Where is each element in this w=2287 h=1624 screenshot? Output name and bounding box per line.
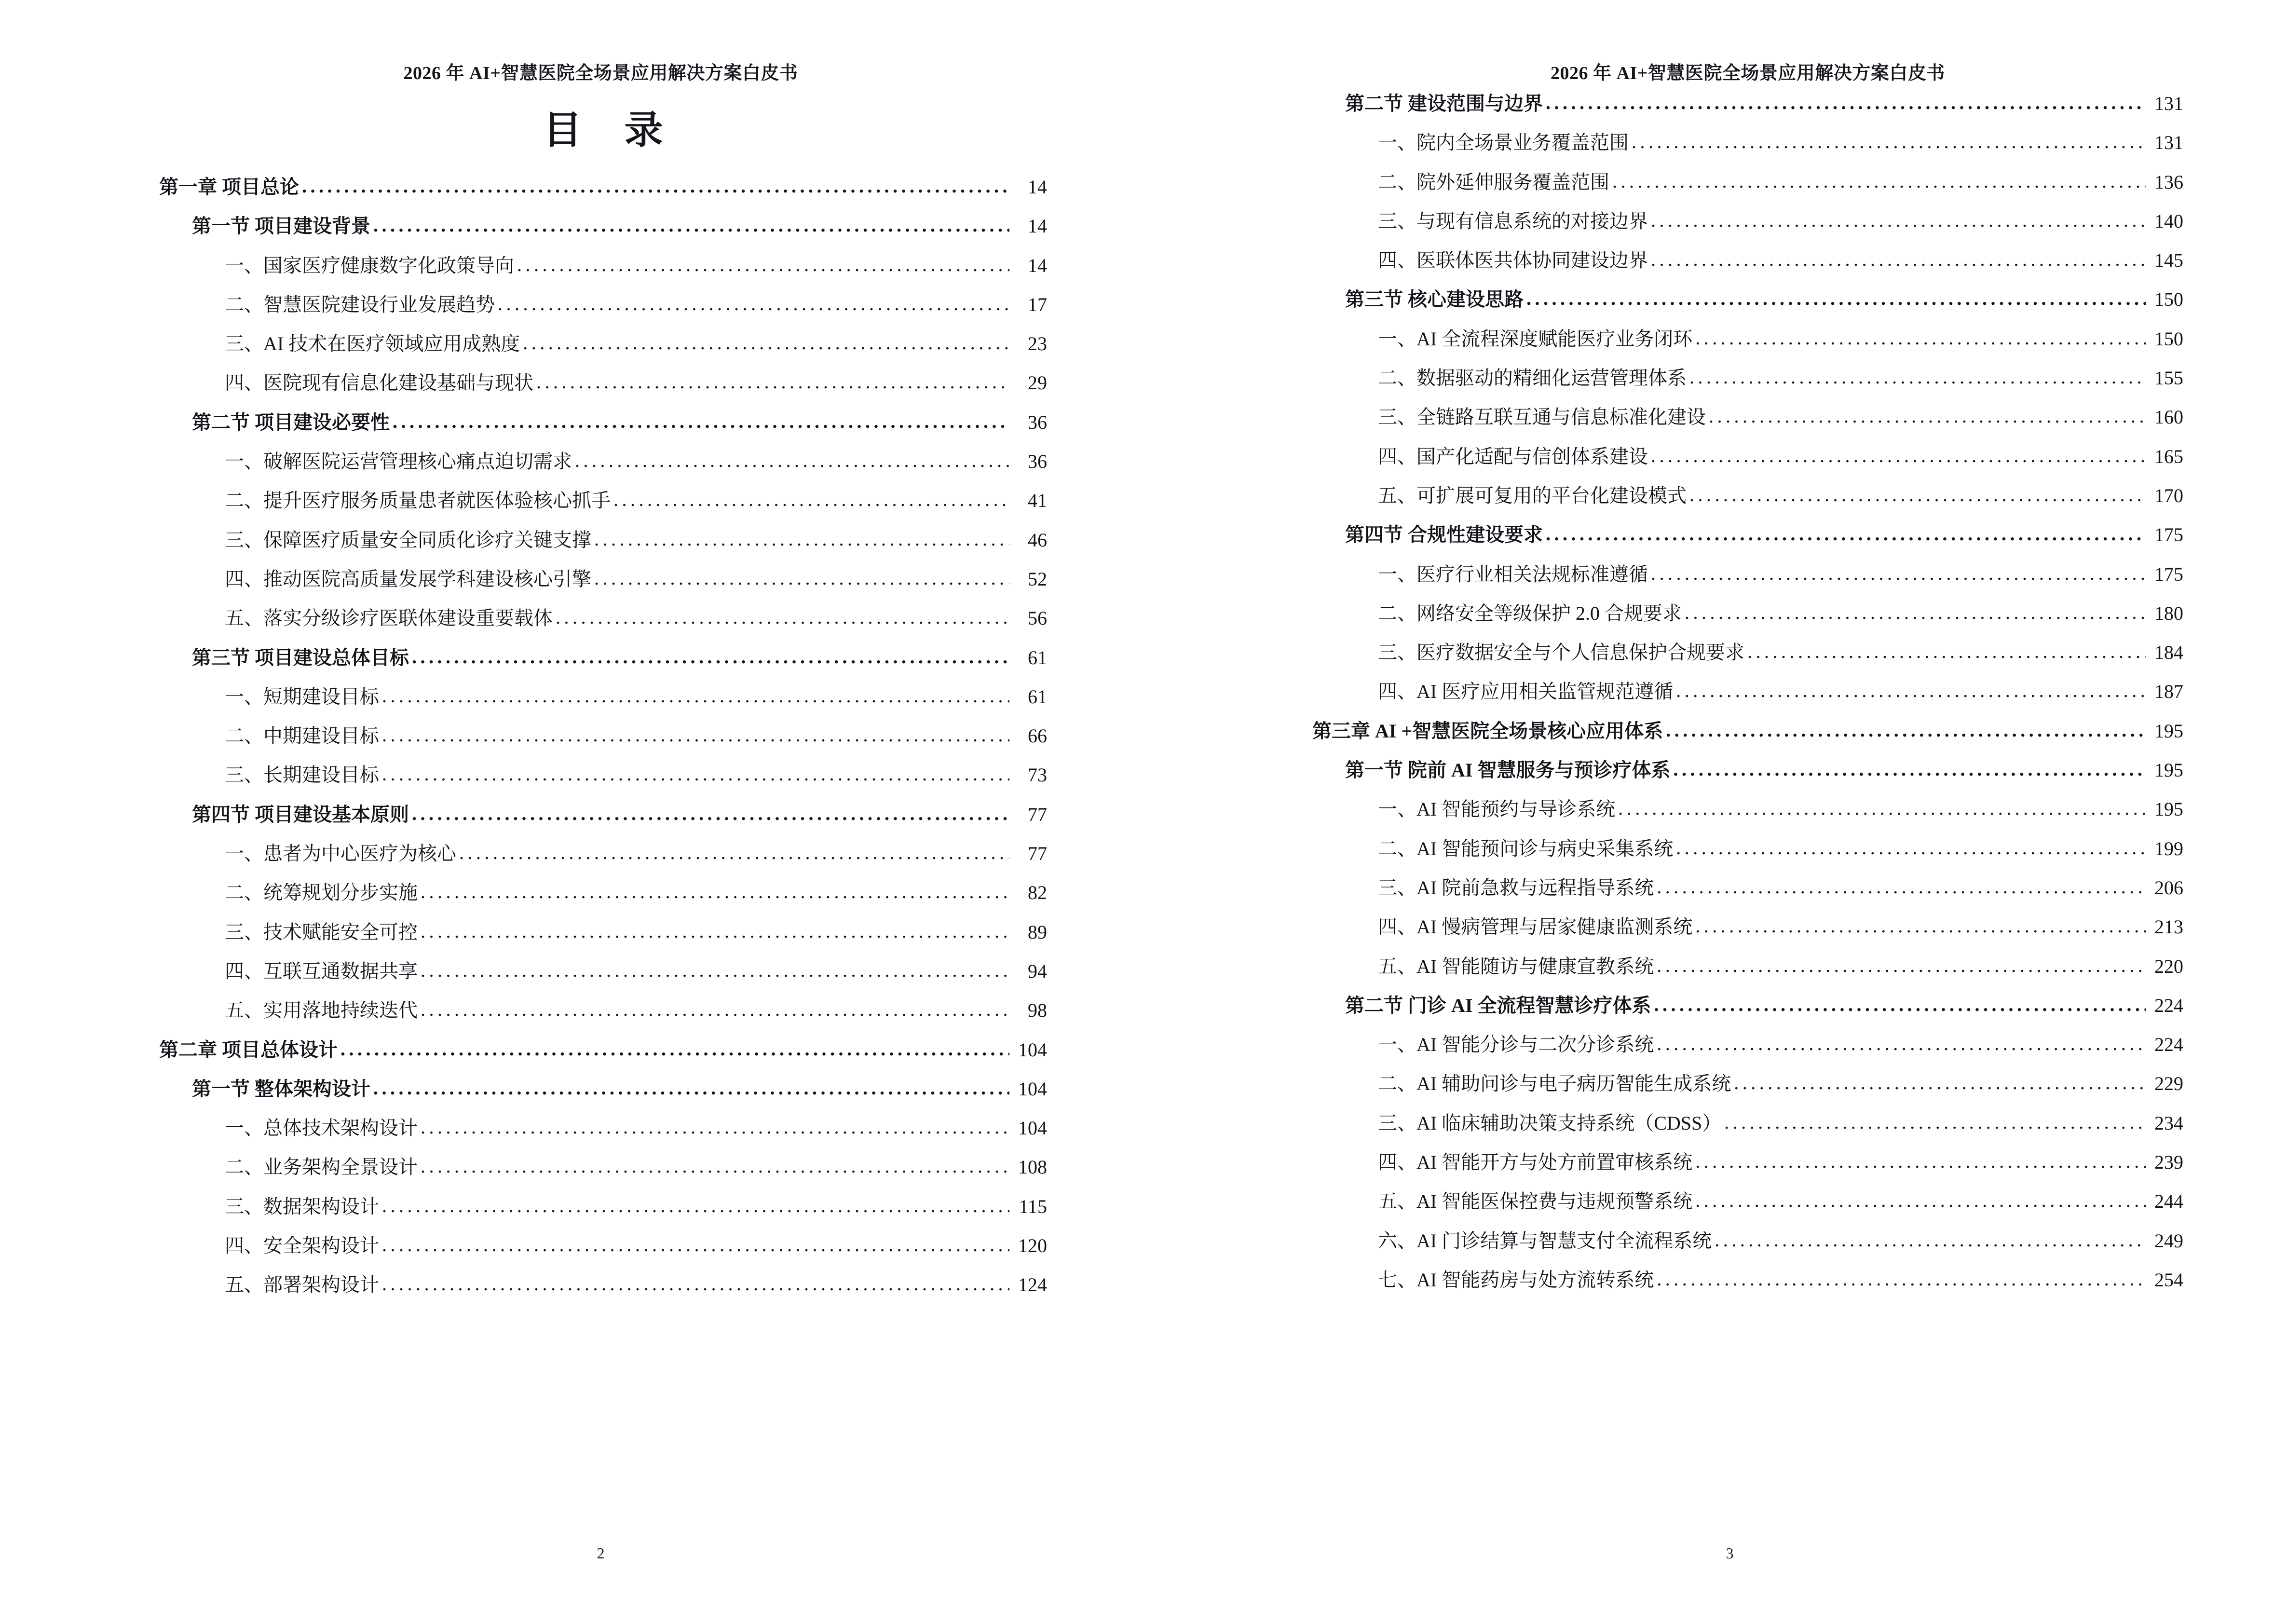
toc-entry[interactable] <box>1312 1034 2183 1056</box>
toc-dot-leader <box>1651 250 2146 268</box>
toc-entry-page-number: 206 <box>2154 876 2183 899</box>
toc-dot-leader <box>373 1079 1009 1096</box>
toc-dot-leader <box>421 883 1009 900</box>
toc-entry-page-number: 136 <box>2154 171 2183 193</box>
toc-dot-leader <box>1546 94 2146 111</box>
toc-entry-label: 三、全链路互联互通与信息标准化建设 <box>1378 406 1706 428</box>
toc-entry-page-number: 104 <box>1018 1078 1047 1100</box>
toc-entry-page-number: 115 <box>1019 1195 1047 1217</box>
toc-entry-page-number: 239 <box>2154 1151 2183 1174</box>
toc-entry-page-number: 175 <box>2154 524 2183 546</box>
toc-entry[interactable] <box>159 177 1047 198</box>
toc-dot-leader <box>373 216 1009 233</box>
toc-entry-label: 五、AI 智能医保控费与违规预警系统 <box>1378 1190 1693 1213</box>
toc-entry[interactable] <box>1312 407 2183 428</box>
toc-entry-page-number: 175 <box>2154 563 2183 585</box>
toc-dot-leader <box>1651 211 2146 229</box>
toc-entry-label: 四、AI 慢病管理与居家健康监测系统 <box>1378 916 1693 938</box>
toc-entry[interactable] <box>159 1196 1047 1218</box>
toc-entry-label: 第四节 合规性建设要求 <box>1345 524 1543 546</box>
toc-entry-label: 第一节 项目建设背景 <box>192 215 370 237</box>
toc-entry-page-number: 82 <box>1028 882 1047 904</box>
toc-dot-leader <box>523 334 1009 351</box>
toc-entry-label: 第一节 整体架构设计 <box>192 1078 370 1100</box>
toc-entry-label: 第二节 建设范围与边界 <box>1345 93 1543 114</box>
toc-entry[interactable] <box>159 922 1047 943</box>
toc-entry-page-number: 170 <box>2154 484 2183 506</box>
toc-list-left <box>159 177 1047 1296</box>
toc-entry-label: 二、业务架构全景设计 <box>225 1156 418 1178</box>
toc-entry-page-number: 14 <box>1028 254 1047 276</box>
toc-dot-leader <box>393 412 1009 430</box>
page-title: 目 录 <box>543 109 680 152</box>
toc-dot-leader <box>1695 1152 2146 1170</box>
toc-entry[interactable] <box>159 882 1047 904</box>
toc-entry[interactable] <box>159 843 1047 865</box>
toc-dot-leader <box>1657 956 2146 973</box>
toc-entry[interactable] <box>1312 877 2183 899</box>
toc-entry-label: 二、中期建设目标 <box>225 725 379 747</box>
toc-entry-label: 五、部署架构设计 <box>225 1274 379 1296</box>
toc-entry-label: 二、数据驱动的精细化运营管理体系 <box>1378 367 1687 389</box>
toc-entry-label: 三、技术赋能安全可控 <box>225 921 418 943</box>
page-number-right: 3 <box>1726 1544 1734 1562</box>
toc-entry-label: 一、国家医疗健康数字化政策导向 <box>225 254 514 276</box>
toc-entry-label: 四、医联体医共体协同建设边界 <box>1378 249 1648 272</box>
toc-entry-page-number: 120 <box>1018 1235 1047 1257</box>
toc-entry-label: 四、医院现有信息化建设基础与现状 <box>225 372 533 394</box>
toc-entry-label: 四、AI 智能开方与处方前置审核系统 <box>1378 1151 1693 1174</box>
toc-entry[interactable] <box>1312 524 2183 546</box>
toc-entry[interactable] <box>1312 93 2183 115</box>
toc-dot-leader <box>412 647 1009 665</box>
toc-entry[interactable] <box>159 804 1047 826</box>
toc-entry[interactable] <box>159 451 1047 473</box>
toc-entry-label: 五、AI 智能随访与健康宣教系统 <box>1378 955 1654 977</box>
toc-entry-label: 第二章 项目总体设计 <box>159 1038 338 1061</box>
toc-entry[interactable] <box>1312 603 2183 625</box>
toc-dot-leader <box>1666 721 2146 738</box>
toc-entry-label: 一、医疗行业相关法规标准遵循 <box>1378 563 1648 585</box>
toc-entry[interactable] <box>159 1157 1047 1178</box>
toc-entry-page-number: 108 <box>1018 1156 1047 1178</box>
toc-dot-leader <box>1651 446 2146 464</box>
toc-entry-label: 二、AI 辅助问诊与电子病历智能生成系统 <box>1378 1073 1731 1095</box>
toc-entry[interactable] <box>159 255 1047 277</box>
toc-entry-label: 第二节 门诊 AI 全流程智慧诊疗体系 <box>1345 994 1651 1016</box>
toc-entry-page-number: 195 <box>2154 759 2183 781</box>
toc-dot-leader <box>1734 1074 2146 1091</box>
toc-entry-page-number: 195 <box>2154 720 2183 742</box>
toc-dot-leader <box>382 765 1009 782</box>
toc-entry-page-number: 165 <box>2154 445 2183 467</box>
toc-entry-label: 第三节 项目建设总体目标 <box>192 646 409 669</box>
toc-entry[interactable] <box>159 686 1047 708</box>
toc-entry-label: 一、短期建设目标 <box>225 685 379 708</box>
toc-entry[interactable] <box>1312 289 2183 311</box>
toc-dot-leader <box>1654 996 2146 1013</box>
toc-entry-label: 四、互联互通数据共享 <box>225 960 418 982</box>
toc-dot-leader <box>594 569 1009 587</box>
toc-entry-page-number: 46 <box>1028 529 1047 551</box>
toc-entry[interactable] <box>159 608 1047 629</box>
toc-entry-label: 三、数据架构设计 <box>225 1195 379 1217</box>
toc-entry-label: 四、推动医院高质量发展学科建设核心引擎 <box>225 568 591 590</box>
toc-entry-label: 二、网络安全等级保护 2.0 合规要求 <box>1378 602 1682 624</box>
toc-entry-label: 四、国产化适配与信创体系建设 <box>1378 445 1648 467</box>
toc-entry[interactable] <box>159 294 1047 316</box>
toc-entry-label: 五、可扩展可复用的平台化建设模式 <box>1378 484 1687 506</box>
toc-dot-leader <box>1695 329 2146 346</box>
toc-entry-label: 第三节 核心建设思路 <box>1345 288 1524 311</box>
toc-entry[interactable] <box>1312 1113 2183 1134</box>
toc-entry[interactable] <box>159 530 1047 551</box>
toc-entry[interactable] <box>1312 799 2183 820</box>
toc-entry-label: 三、AI 临床辅助决策支持系统（CDSS） <box>1378 1112 1722 1134</box>
toc-entry[interactable] <box>1312 1230 2183 1252</box>
toc-entry-page-number: 249 <box>2154 1229 2183 1252</box>
toc-dot-leader <box>1685 603 2146 621</box>
toc-entry-label: 第三章 AI +智慧医院全场景核心应用体系 <box>1312 720 1663 742</box>
toc-dot-leader <box>594 530 1009 547</box>
toc-entry-page-number: 145 <box>2154 249 2183 272</box>
toc-entry-page-number: 155 <box>2154 367 2183 389</box>
toc-dot-leader <box>1715 1230 2146 1248</box>
toc-dot-leader <box>302 177 1009 194</box>
toc-entry[interactable] <box>159 1274 1047 1296</box>
toc-dot-leader <box>340 1039 1009 1057</box>
toc-entry-label: 二、院外延伸服务覆盖范围 <box>1378 171 1609 193</box>
toc-entry-label: 第一节 院前 AI 智慧服务与预诊疗体系 <box>1345 759 1671 781</box>
toc-entry-page-number: 104 <box>1018 1117 1047 1139</box>
toc-entry-label: 一、AI 全流程深度赋能医疗业务闭环 <box>1378 328 1693 350</box>
toc-dot-leader <box>459 844 1009 861</box>
toc-entry-label: 一、院内全场景业务覆盖范围 <box>1378 132 1629 154</box>
toc-entry[interactable] <box>1312 211 2183 232</box>
toc-entry-label: 二、AI 智能预问诊与病史采集系统 <box>1378 837 1674 860</box>
toc-entry-label: 二、智慧医院建设行业发展趋势 <box>225 293 495 315</box>
toc-entry-label: 一、AI 智能分诊与二次分诊系统 <box>1378 1034 1654 1056</box>
toc-list-right <box>1312 93 2183 1291</box>
toc-dot-leader <box>536 373 1009 390</box>
toc-entry[interactable] <box>159 764 1047 786</box>
toc-entry-page-number: 234 <box>2154 1112 2183 1134</box>
toc-entry-label: 七、AI 智能药房与处方流转系统 <box>1378 1269 1654 1291</box>
toc-entry-label: 三、与现有信息系统的对接边界 <box>1378 210 1648 232</box>
toc-entry-label: 一、破解医院运营管理核心痛点迫切需求 <box>225 450 572 473</box>
toc-dot-leader <box>1689 486 2146 503</box>
toc-entry-page-number: 131 <box>2154 93 2183 114</box>
toc-dot-leader <box>421 922 1009 939</box>
toc-entry-page-number: 41 <box>1028 490 1047 512</box>
toc-dot-leader <box>421 1118 1009 1135</box>
toc-entry[interactable] <box>159 647 1047 669</box>
toc-entry-page-number: 131 <box>2154 132 2183 154</box>
toc-entry-label: 四、安全架构设计 <box>225 1235 379 1257</box>
toc-entry-page-number: 140 <box>2154 210 2183 232</box>
toc-entry[interactable] <box>1312 172 2183 193</box>
toc-dot-leader <box>613 491 1009 508</box>
toc-entry[interactable] <box>1312 328 2183 350</box>
toc-entry[interactable] <box>159 1078 1047 1100</box>
toc-entry-label: 三、长期建设目标 <box>225 764 379 786</box>
toc-entry-label: 四、AI 医疗应用相关监管规范遵循 <box>1378 681 1674 703</box>
toc-entry-label: 三、医疗数据安全与个人信息保护合规要求 <box>1378 641 1744 664</box>
toc-entry-label: 第四节 项目建设基本原则 <box>192 803 409 825</box>
toc-entry-page-number: 17 <box>1028 293 1047 315</box>
toc-entry-page-number: 89 <box>1028 921 1047 943</box>
toc-dot-leader <box>1526 289 2146 307</box>
toc-entry-page-number: 184 <box>2154 641 2183 664</box>
toc-entry-page-number: 244 <box>2154 1190 2183 1213</box>
toc-entry[interactable] <box>1312 642 2183 664</box>
toc-entry-label: 六、AI 门诊结算与智慧支付全流程系统 <box>1378 1229 1712 1252</box>
toc-entry-label: 五、实用落地持续迭代 <box>225 999 418 1022</box>
toc-entry[interactable] <box>1312 838 2183 860</box>
toc-entry-page-number: 14 <box>1028 215 1047 237</box>
toc-entry-label: 三、AI 院前急救与远程指导系统 <box>1378 876 1654 899</box>
toc-dot-leader <box>382 1275 1009 1292</box>
toc-entry-page-number: 94 <box>1028 960 1047 982</box>
toc-entry[interactable] <box>1312 132 2183 154</box>
toc-dot-leader <box>575 451 1009 469</box>
toc-entry[interactable] <box>1312 250 2183 272</box>
toc-entry-label: 三、保障医疗质量安全同质化诊疗关键支撑 <box>225 529 591 551</box>
running-head: 2026 年 AI+智慧医院全场景应用解决方案白皮书 <box>1551 63 1945 83</box>
toc-entry-page-number: 150 <box>2154 288 2183 311</box>
toc-entry-label: 一、总体技术架构设计 <box>225 1117 418 1139</box>
toc-entry[interactable] <box>159 372 1047 394</box>
toc-entry-label: 五、落实分级诊疗医联体建设重要载体 <box>225 607 553 629</box>
toc-entry-page-number: 213 <box>2154 916 2183 938</box>
toc-entry-page-number: 220 <box>2154 955 2183 977</box>
toc-entry-page-number: 77 <box>1028 803 1047 825</box>
toc-dot-leader <box>1651 564 2146 581</box>
toc-entry[interactable] <box>159 1118 1047 1139</box>
toc-entry-page-number: 36 <box>1028 450 1047 473</box>
toc-entry-page-number: 104 <box>1018 1038 1047 1061</box>
toc-entry-label: 三、AI 技术在医疗领域应用成熟度 <box>225 333 520 355</box>
toc-dot-leader <box>421 1000 1009 1018</box>
page-number-left: 2 <box>597 1544 605 1562</box>
toc-entry[interactable] <box>1312 368 2183 389</box>
toc-dot-leader <box>1676 682 2146 699</box>
toc-entry-page-number: 195 <box>2154 798 2183 820</box>
toc-entry-page-number: 36 <box>1028 411 1047 433</box>
toc-dot-leader <box>1657 1035 2146 1052</box>
toc-entry[interactable] <box>1312 446 2183 468</box>
toc-dot-leader <box>382 726 1009 743</box>
toc-entry-page-number: 29 <box>1028 372 1047 394</box>
toc-dot-leader <box>1632 133 2146 150</box>
toc-dot-leader <box>1695 1191 2146 1209</box>
toc-entry-page-number: 98 <box>1028 999 1047 1022</box>
toc-entry-page-number: 224 <box>2154 1034 2183 1056</box>
toc-dot-leader <box>421 961 1009 979</box>
page-right <box>1144 0 2287 1624</box>
toc-entry[interactable] <box>1312 564 2183 586</box>
toc-entry-page-number: 180 <box>2154 602 2183 624</box>
toc-dot-leader <box>1695 917 2146 934</box>
toc-dot-leader <box>556 608 1009 626</box>
toc-dot-leader <box>1546 525 2146 542</box>
toc-entry[interactable] <box>159 412 1047 434</box>
toc-dot-leader <box>1673 760 2146 778</box>
toc-entry[interactable] <box>159 1039 1047 1061</box>
running-head: 2026 年 AI+智慧医院全场景应用解决方案白皮书 <box>403 63 798 83</box>
toc-entry[interactable] <box>1312 681 2183 703</box>
toc-entry[interactable] <box>1312 1269 2183 1291</box>
toc-entry[interactable] <box>159 216 1047 237</box>
toc-entry[interactable] <box>1312 485 2183 507</box>
toc-entry-page-number: 224 <box>2154 994 2183 1016</box>
toc-entry-page-number: 150 <box>2154 328 2183 350</box>
toc-dot-leader <box>1618 799 2146 817</box>
toc-dot-leader <box>1676 838 2146 856</box>
toc-entry-page-number: 187 <box>2154 681 2183 703</box>
toc-entry-label: 二、统筹规划分步实施 <box>225 882 418 904</box>
toc-entry[interactable] <box>1312 956 2183 978</box>
toc-entry[interactable] <box>159 490 1047 512</box>
toc-entry-label: 一、AI 智能预约与导诊系统 <box>1378 798 1616 820</box>
toc-entry[interactable] <box>1312 916 2183 938</box>
toc-entry[interactable] <box>1312 995 2183 1017</box>
toc-entry[interactable] <box>1312 760 2183 781</box>
toc-entry-page-number: 14 <box>1028 176 1047 198</box>
toc-entry[interactable] <box>159 961 1047 983</box>
toc-dot-leader <box>421 1157 1009 1174</box>
toc-dot-leader <box>412 805 1009 822</box>
toc-entry[interactable] <box>159 333 1047 355</box>
toc-dot-leader <box>382 687 1009 704</box>
toc-entry[interactable] <box>1312 1152 2183 1174</box>
toc-entry-page-number: 73 <box>1028 764 1047 786</box>
toc-dot-leader <box>1689 368 2146 385</box>
toc-entry-label: 二、提升医疗服务质量患者就医体验核心抓手 <box>225 490 611 512</box>
toc-entry-label: 第一章 项目总论 <box>159 176 299 198</box>
toc-entry-label: 一、患者为中心医疗为核心 <box>225 843 456 865</box>
toc-dot-leader <box>1747 642 2146 660</box>
toc-entry-page-number: 23 <box>1028 333 1047 355</box>
toc-entry-page-number: 124 <box>1018 1274 1047 1296</box>
toc-entry-page-number: 254 <box>2154 1269 2183 1291</box>
toc-entry-page-number: 66 <box>1028 725 1047 747</box>
toc-entry-page-number: 199 <box>2154 837 2183 860</box>
toc-entry[interactable] <box>159 569 1047 590</box>
toc-entry-page-number: 52 <box>1028 568 1047 590</box>
toc-dot-leader <box>517 255 1009 273</box>
toc-entry[interactable] <box>1312 721 2183 742</box>
toc-entry[interactable] <box>1312 1073 2183 1095</box>
toc-dot-leader <box>1657 878 2146 895</box>
toc-entry-page-number: 160 <box>2154 406 2183 428</box>
toc-dot-leader <box>1709 407 2146 424</box>
toc-dot-leader <box>382 1197 1009 1214</box>
toc-entry[interactable] <box>1312 1191 2183 1213</box>
toc-entry-page-number: 229 <box>2154 1073 2183 1095</box>
toc-entry-label: 第二节 项目建设必要性 <box>192 411 390 433</box>
toc-entry[interactable] <box>159 1235 1047 1257</box>
toc-entry-page-number: 61 <box>1028 646 1047 669</box>
toc-dot-leader <box>1657 1270 2146 1287</box>
toc-entry[interactable] <box>159 725 1047 747</box>
toc-entry-page-number: 77 <box>1028 843 1047 865</box>
toc-dot-leader <box>498 295 1009 312</box>
toc-dot-leader <box>1724 1113 2146 1131</box>
toc-dot-leader <box>1612 172 2146 189</box>
toc-entry-page-number: 61 <box>1028 685 1047 708</box>
toc-entry[interactable] <box>159 1000 1047 1022</box>
toc-dot-leader <box>382 1236 1009 1253</box>
toc-entry-page-number: 56 <box>1028 607 1047 629</box>
